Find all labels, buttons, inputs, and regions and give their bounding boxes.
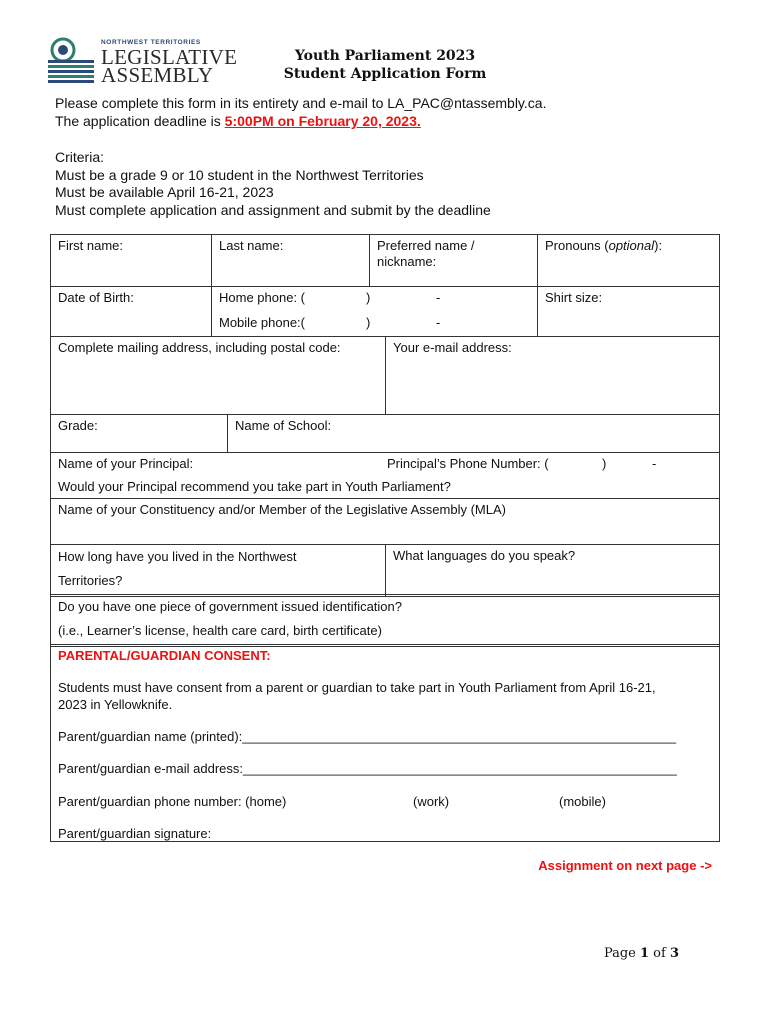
principal-field[interactable]	[51, 453, 720, 499]
criteria-heading: Criteria:	[55, 149, 105, 165]
page-total: 3	[669, 946, 679, 961]
consent-text-line1: Students must have consent from a parent or guardian to take part in Youth Parliament from April 16-21,	[58, 680, 656, 695]
identification-field[interactable]	[51, 595, 720, 647]
logo-subtitle: NORTHWEST TERRITORIES	[101, 39, 201, 46]
email-label: Your e-mail address:	[393, 340, 512, 355]
identification-label	[51, 595, 719, 646]
principal-label: Name of your Principal:	[58, 456, 194, 471]
page-current: 1	[640, 946, 650, 961]
page-of: of	[649, 946, 670, 961]
identification-line1: Do you have one piece of government issued identification?	[58, 599, 402, 614]
preferred-name-line1: Preferred name /	[377, 238, 475, 253]
principal-phone-label: Principal’s Phone Number: (	[387, 456, 549, 471]
application-form-table	[50, 234, 720, 337]
consent-inner	[51, 645, 719, 840]
languages-label: What languages do you speak?	[393, 548, 576, 563]
phone-fields[interactable]	[212, 287, 538, 337]
guardian-mobile-phone-field[interactable]: (mobile)	[559, 794, 606, 809]
document-subtitle: Student Application Form	[283, 66, 487, 82]
deadline-prefix: The application deadline is	[55, 113, 225, 129]
email-field[interactable]	[386, 337, 720, 415]
school-table	[50, 414, 720, 453]
next-page-notice: Assignment on next page ->	[538, 858, 712, 873]
recommend-question: Would your Principal recommend you take part in Youth Parliament?	[58, 479, 451, 494]
mobile-phone-label: Mobile phone:(	[219, 315, 305, 330]
page-prefix: Page	[603, 946, 640, 961]
address-table	[50, 336, 720, 415]
grade-field[interactable]	[51, 415, 228, 453]
consent-text-line2: 2023 in Yellowknife.	[58, 697, 173, 712]
lived-line1: How long have you lived in the Northwest	[58, 549, 297, 564]
constituency-table	[50, 498, 720, 545]
criteria-item: Must be available April 16-21, 2023	[55, 184, 274, 200]
school-field[interactable]	[228, 415, 720, 453]
last-name-field[interactable]	[212, 235, 370, 287]
deadline-date: 5:00PM on February 20, 2023.	[224, 113, 421, 129]
consent-table	[50, 644, 720, 842]
pronouns-label	[538, 235, 719, 256]
mailing-address-field[interactable]	[51, 337, 386, 415]
dob-field[interactable]	[51, 287, 212, 337]
constituency-field[interactable]	[51, 499, 720, 545]
home-phone-dash: -	[436, 290, 441, 305]
consent-heading: PARENTAL/GUARDIAN CONSENT:	[58, 648, 271, 663]
home-phone-paren: )	[366, 290, 371, 305]
preferred-name-field[interactable]	[370, 235, 538, 287]
logo-line-assembly: ASSEMBLY	[101, 63, 214, 87]
guardian-email-field[interactable]: Parent/guardian e-mail address:____________________________________________________________	[58, 761, 677, 776]
pronouns-suffix: ):	[654, 238, 663, 253]
consent-section	[51, 645, 720, 842]
mobile-phone-dash: -	[436, 315, 441, 330]
lived-line2: Territories?	[58, 573, 123, 588]
pronouns-prefix: Pronouns (	[545, 238, 609, 253]
languages-field[interactable]	[386, 545, 720, 597]
criteria-item: Must complete application and assignment and submit by the deadline	[55, 202, 491, 218]
mobile-phone-paren: )	[366, 315, 371, 330]
logo-line-legislative: LEGISLATIVE	[101, 45, 238, 69]
constituency-label: Name of your Constituency and/or Member of the Legislative Assembly (MLA)	[58, 502, 506, 517]
principal-phone-dash: -	[652, 456, 657, 471]
first-name-field[interactable]	[51, 235, 212, 287]
phone-fields-inner	[212, 287, 537, 335]
residency-table	[50, 544, 720, 597]
pronouns-optional: optional	[608, 238, 655, 253]
guardian-name-field[interactable]: Parent/guardian name (printed):____________________________________________________________	[58, 729, 677, 744]
dob-label: Date of Birth:	[58, 290, 134, 305]
lived-label	[51, 545, 385, 596]
first-name-label: First name:	[58, 238, 124, 253]
lived-field[interactable]	[51, 545, 386, 597]
guardian-home-phone-field[interactable]: Parent/guardian phone number: (home)	[58, 794, 287, 809]
last-name-label: Last name:	[219, 238, 284, 253]
guardian-work-phone-field[interactable]: (work)	[413, 794, 450, 809]
home-phone-label: Home phone: (	[219, 290, 305, 305]
logo-emblem-icon	[46, 36, 96, 84]
principal-inner	[51, 453, 719, 497]
preferred-name-line2: nickname:	[377, 254, 437, 269]
document-title: Youth Parliament 2023	[294, 48, 476, 64]
grade-label: Grade:	[58, 418, 98, 433]
intro-deadline	[55, 113, 421, 129]
preferred-name-label	[370, 235, 537, 273]
page-number	[604, 946, 679, 961]
criteria-item: Must be a grade 9 or 10 student in the Northwest Territories	[55, 167, 424, 183]
guardian-signature-field[interactable]: Parent/guardian signature:	[58, 826, 212, 841]
intro-instructions: Please complete this form in its entirety and e-mail to LA_PAC@ntassembly.ca.	[55, 95, 547, 111]
principal-table	[50, 452, 720, 499]
identification-table	[50, 594, 720, 647]
identification-line2: (i.e., Learner’s license, health care card, birth certificate)	[58, 623, 382, 638]
mailing-address-label: Complete mailing address, including postal code:	[58, 340, 341, 355]
shirt-size-label: Shirt size:	[545, 290, 603, 305]
pronouns-field[interactable]	[538, 235, 720, 287]
principal-phone-paren: )	[602, 456, 607, 471]
shirt-size-field[interactable]	[538, 287, 720, 337]
school-label: Name of School:	[235, 418, 332, 433]
